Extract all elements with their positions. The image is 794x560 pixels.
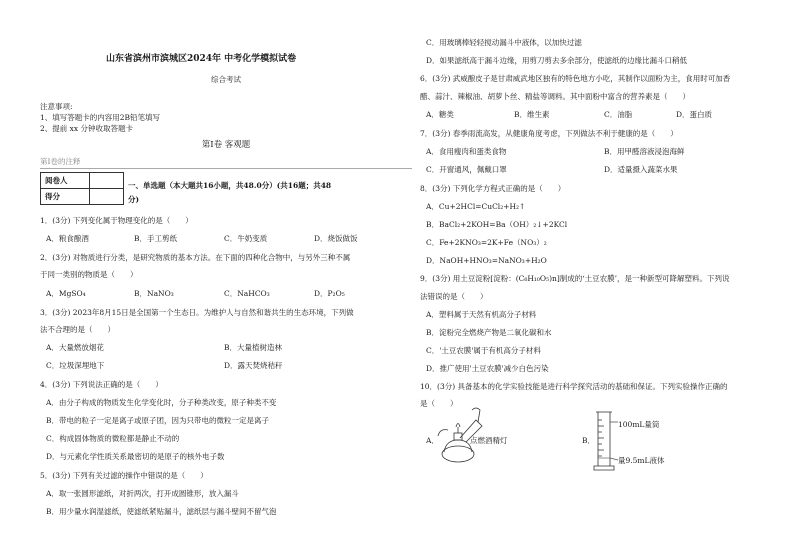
- q4-option-b[interactable]: B．带电的粒子一定是离子或原子团，因为只带电的微粒一定是离子: [46, 416, 270, 425]
- q8-option-b[interactable]: B．BaCl₂+2KOH=Ba（OH）₂↓+2KCl: [426, 220, 568, 229]
- q6-option-b[interactable]: B．维生素: [514, 110, 550, 119]
- q10-stem: 10．(3分) 具备基本的化学实验技能是进行科学探究活动的基础和保证。下列实验操作正确的: [420, 382, 728, 391]
- q9-option-a[interactable]: A．塑料属于天然有机高分子材料: [426, 310, 537, 319]
- q1-option-b[interactable]: B．手工剪纸: [134, 234, 178, 243]
- q4-stem: 4．(3分) 下列说法正确的是（ ）: [40, 380, 163, 389]
- q2-option-c[interactable]: C．NaHCO₃: [224, 289, 270, 298]
- note-item: 1、填写答题卡的内容用2B铅笔填写: [40, 113, 161, 122]
- q6-option-d[interactable]: D．蛋白质: [676, 110, 713, 119]
- q10-option-a-caption: 点燃酒精灯: [470, 436, 508, 445]
- score-box: [40, 172, 124, 205]
- q5-option-b[interactable]: B．用少量水润湿滤纸，使滤纸紧贴漏斗，滤纸层与漏斗壁间不留气泡: [46, 507, 277, 516]
- q4-option-a[interactable]: A．由分子构成的物质发生化学变化时，分子种类改变，原子种类不变: [46, 398, 277, 407]
- q9-stem-cont: 法错误的是（ ）: [420, 292, 488, 301]
- exam-title: 山东省滨州市滨城区2024年 中考化学模拟试卷: [106, 54, 297, 64]
- q10-option-a[interactable]: A．: [426, 436, 439, 445]
- q1-option-c[interactable]: C．牛奶变质: [224, 234, 268, 243]
- section-heading: 一、单选题（本大题共16小题，共48.0分）(共16题；共48: [128, 181, 332, 190]
- q4-option-d[interactable]: D．与元素化学性质关系最密切的是原子的核外电子数: [46, 452, 225, 461]
- part1-title: 第Ⅰ卷 客观题: [201, 140, 251, 150]
- exam-subtitle: 综合考试: [211, 75, 241, 84]
- q3-stem: 3．(3分) 2023年8月15日是全国第一个生态日。为维护人与自然和谐共生的生态环境，下列做: [40, 308, 354, 317]
- q9-option-b[interactable]: B．淀粉完全燃烧产物是二氧化碳和水: [426, 328, 552, 337]
- score-cell-score[interactable]: [90, 189, 124, 205]
- score-label-grader: 阅卷人: [41, 173, 90, 189]
- q5-stem: 5．(3分) 下列有关过滤的操作中错误的是（ ）: [40, 471, 208, 480]
- q10-option-b-top-label: 100mL量筒: [618, 420, 660, 429]
- q7-option-d[interactable]: D．适量摄入蔬菜水果: [604, 165, 678, 174]
- q10-stem-cont: 是（ ）: [420, 399, 458, 408]
- q2-stem: 2．(3分) 对物质进行分类，是研究物质的基本方法。在下面的四种化合物中，与另外三种不属: [40, 253, 351, 262]
- q9-option-d[interactable]: D．推广使用'土豆农膜'减少白色污染: [426, 364, 549, 373]
- q2-stem-cont: 于同一类别的物质是（ ）: [40, 270, 138, 279]
- q3-option-b[interactable]: B．大量植树造林: [224, 343, 283, 352]
- q9-option-c[interactable]: C．'土豆农膜'属于有机高分子材料: [426, 346, 541, 355]
- part1-annotation: 第Ⅰ卷的注释: [40, 157, 81, 166]
- q10-option-b[interactable]: B．: [582, 436, 596, 445]
- section-heading-cont: 分): [128, 195, 140, 204]
- q6-option-c[interactable]: C．油脂: [604, 110, 633, 119]
- q7-option-b[interactable]: B．用甲醛溶液浸泡海鲜: [604, 147, 685, 156]
- q8-stem: 8．(3分) 下列化学方程式正确的是（ ）: [420, 184, 566, 193]
- q5-option-a[interactable]: A．取一张圆形滤纸，对折两次，打开成圆锥形，放入漏斗: [46, 489, 239, 498]
- q5-option-c[interactable]: C．用玻璃棒轻轻搅动漏斗中液体，以加快过滤: [426, 38, 582, 47]
- q9-stem: 9．(3分) 用土豆淀粉[淀粉：(C₆H₁₀O₅)n]制成的‘土豆农膜’，是一种新型可降解塑料。下列说: [420, 274, 730, 283]
- q4-option-c[interactable]: C．构成固体物质的微粒都是静止不动的: [46, 434, 180, 443]
- q3-option-d[interactable]: D．露天焚烧秸秆: [224, 361, 283, 370]
- score-label-score: 得分: [41, 189, 90, 205]
- note-item: 2、提前 xx 分钟收取答题卡: [40, 124, 133, 133]
- alcohol-lamp-illustration: [436, 400, 486, 470]
- q8-option-d[interactable]: D．NaOH+HNO₃=NaNO₃+H₂O: [426, 256, 547, 265]
- q6-stem: 6．(3分) 武威酿皮子是甘肃威武地区独有的特色地方小吃，其制作以面粉为主，食用时可加香: [420, 74, 731, 83]
- q6-option-a[interactable]: A．糖类: [426, 110, 454, 119]
- q1-stem: 1．(3分) 下列变化属于物理变化的是（ ）: [40, 216, 193, 225]
- q10-option-b-bottom-label: 量9.5mL液体: [618, 456, 665, 465]
- notes-heading: 注意事项:: [40, 102, 73, 111]
- q2-option-a[interactable]: A．MgSO₄: [46, 289, 86, 298]
- q7-option-c[interactable]: C．开窗通风，佩戴口罩: [426, 165, 507, 174]
- q3-option-c[interactable]: C．垃圾深埋地下: [46, 361, 105, 370]
- q7-stem: 7．(3分) 春季雨流高发，从健康角度考虑，下列做法不利于健康的是（ ）: [420, 129, 678, 138]
- q5-option-d[interactable]: D．如果滤纸高于漏斗边缘，用剪刀剪去多余部分，使滤纸的边缘比漏斗口稍低: [426, 56, 688, 65]
- divider: [40, 168, 412, 169]
- q2-option-b[interactable]: B．NaNO₃: [134, 289, 174, 298]
- q1-option-d[interactable]: D．烧饭做饭: [314, 234, 358, 243]
- q1-option-a[interactable]: A．粮食酿酒: [46, 234, 89, 243]
- score-cell-grader[interactable]: [90, 173, 124, 189]
- q2-option-d[interactable]: D．P₂O₅: [314, 289, 345, 298]
- q3-option-a[interactable]: A．大量燃放烟花: [46, 343, 104, 352]
- q6-stem-cont: 醋、蒜汁、辣椒油、胡萝卜丝、精盐等调料。其中面粉中富含的营养素是（ ）: [420, 92, 690, 101]
- q7-option-a[interactable]: A．食用瘦肉和蛋类食物: [426, 147, 507, 156]
- q8-option-a[interactable]: A．Cu+2HCl=CuCl₂+H₂↑: [426, 202, 526, 211]
- q3-stem-cont: 法不合理的是（ ）: [40, 325, 115, 334]
- q8-option-c[interactable]: C．Fe+2KNO₃=2K+Fe（NO₃）₂: [426, 238, 547, 247]
